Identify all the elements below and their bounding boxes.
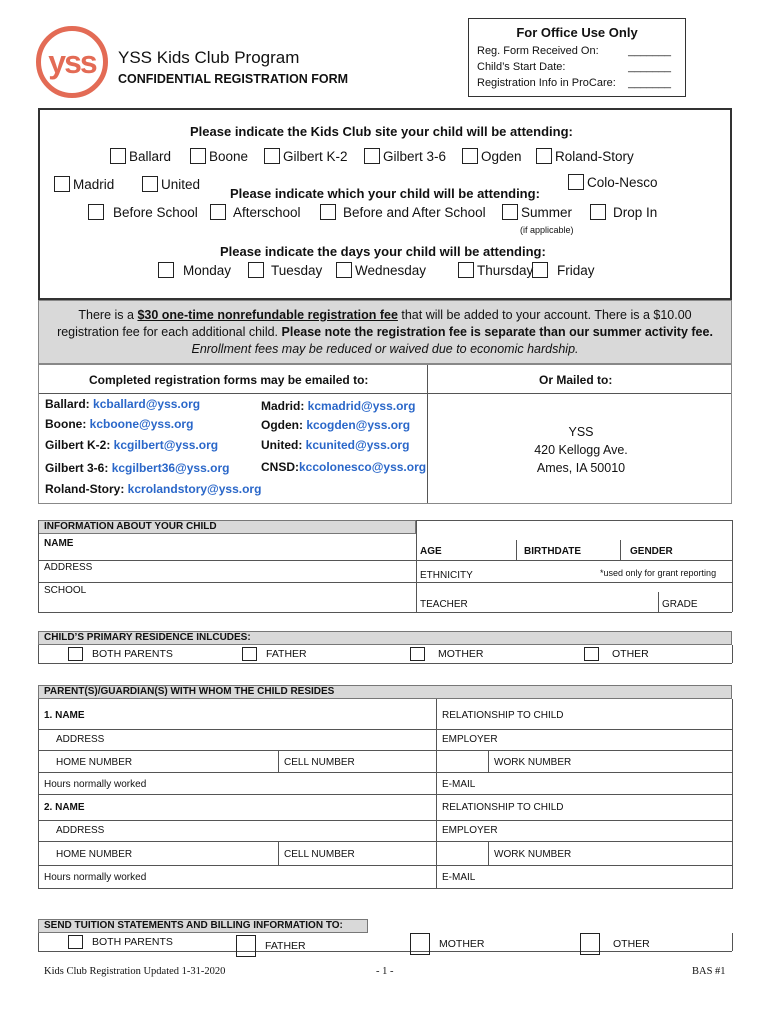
site-option-gilbert-36[interactable]: [364, 148, 446, 164]
option-label: Friday: [557, 262, 595, 278]
email-line: Roland-Story: kcrolandstory@yss.org: [45, 482, 262, 496]
parent1-employer-label: EMPLOYER: [442, 734, 498, 745]
site-option-ballard[interactable]: [110, 148, 171, 164]
page-number: - 1 -: [376, 966, 394, 977]
residence-option-mother[interactable]: [410, 647, 484, 661]
email-link[interactable]: kcunited@yss.org: [305, 438, 410, 452]
days-heading: Please indicate the days your child will be attending:: [220, 244, 546, 259]
parent2-cell-label: CELL NUMBER: [284, 849, 355, 860]
site-option-roland-story[interactable]: [536, 148, 634, 164]
child-teacher-label: TEACHER: [420, 599, 468, 610]
checkbox[interactable]: [532, 262, 548, 278]
fee-notice: [38, 300, 732, 364]
checkbox[interactable]: [536, 148, 552, 164]
summer-note: (if applicable): [520, 225, 574, 235]
option-label: OTHER: [613, 938, 650, 950]
site-option-gilbert-k2[interactable]: [264, 148, 348, 164]
email-line: Ogden: kcogden@yss.org: [261, 418, 411, 432]
footer-code: BAS #1: [692, 966, 726, 977]
email-line: United: kcunited@yss.org: [261, 438, 410, 452]
checkbox[interactable]: [410, 933, 430, 955]
option-label: MOTHER: [439, 938, 485, 950]
checkbox[interactable]: [190, 148, 206, 164]
billing-option-other[interactable]: [580, 933, 650, 955]
parent2-address-label: ADDRESS: [56, 825, 105, 836]
fee-text: registration fee for each additional child.: [57, 325, 282, 339]
checkbox[interactable]: [158, 262, 174, 278]
checkbox[interactable]: [236, 935, 256, 957]
parent1-relationship-label: RELATIONSHIP TO CHILD: [442, 710, 564, 721]
program-name: YSS Kids Club Program: [118, 48, 300, 67]
parents-heading: PARENT(S)/GUARDIAN(S) WITH WHOM THE CHILD RESIDES: [44, 686, 335, 697]
program-heading: Please indicate which your child will be attending:: [230, 186, 540, 201]
residence-heading: CHILD’S PRIMARY RESIDENCE INLCUDES:: [44, 632, 251, 643]
site-option-ogden[interactable]: [462, 148, 522, 164]
grant-note: *used only for grant reporting: [600, 568, 717, 578]
option-label: FATHER: [265, 940, 306, 952]
child-name-label: NAME: [44, 538, 74, 549]
program-option-afterschool[interactable]: [210, 204, 301, 220]
fee-hardship: Enrollment fees may be reduced or waived due to economic hardship.: [191, 342, 579, 356]
option-label: Thursday: [477, 262, 534, 278]
option-label: Monday: [183, 262, 232, 278]
office-title: For Office Use Only: [516, 25, 638, 40]
email-line: CNSD:kccolonesco@yss.org: [261, 460, 427, 474]
child-ethnicity-label: ETHNICITY: [420, 570, 473, 581]
checkbox[interactable]: [68, 647, 83, 661]
parent1-address-label: ADDRESS: [56, 734, 105, 745]
email-link[interactable]: kcballard@yss.org: [93, 397, 201, 411]
option-label: OTHER: [612, 648, 649, 660]
residence-option-father[interactable]: [242, 647, 307, 661]
email-heading: Completed registration forms may be emailed to:: [89, 373, 369, 387]
residence-option-both[interactable]: [68, 647, 173, 661]
email-link[interactable]: kccolonesco@yss.org: [299, 460, 427, 474]
option-label: Drop In: [613, 204, 658, 220]
checkbox[interactable]: [110, 148, 126, 164]
checkbox[interactable]: [264, 148, 280, 164]
footer-updated: Kids Club Registration Updated 1-31-2020: [44, 966, 226, 977]
email-link[interactable]: kcmadrid@yss.org: [307, 399, 416, 413]
program-option-summer[interactable]: [502, 204, 572, 220]
email-link[interactable]: kcgilbert@yss.org: [113, 438, 219, 452]
child-age-label: AGE: [420, 546, 442, 557]
checkbox[interactable]: [584, 647, 599, 661]
option-label: United: [161, 176, 201, 192]
option-label: Ogden: [481, 148, 522, 164]
checkbox[interactable]: [210, 204, 226, 220]
office-row: Child’s Start Date:: [477, 61, 566, 73]
checkbox[interactable]: [458, 262, 474, 278]
program-option-before-after[interactable]: [320, 204, 486, 220]
checkbox[interactable]: [242, 647, 257, 661]
day-option-monday[interactable]: [158, 262, 231, 278]
option-label: Boone: [209, 148, 249, 164]
parent1-hours-label: Hours normally worked: [44, 779, 147, 790]
site-option-madrid[interactable]: [54, 176, 114, 192]
submission-box: [38, 364, 732, 504]
option-label: FATHER: [266, 648, 307, 660]
email-line: Gilbert K-2: kcgilbert@yss.org: [45, 438, 219, 452]
site-heading: Please indicate the Kids Club site your child will be attending:: [190, 124, 573, 139]
child-grade-label: GRADE: [662, 599, 698, 610]
checkbox[interactable]: [68, 935, 83, 949]
parent2-work-label: WORK NUMBER: [494, 849, 572, 860]
residence-option-other[interactable]: [584, 647, 649, 661]
checkbox[interactable]: [248, 262, 264, 278]
post-heading: Or Mailed to:: [539, 373, 613, 387]
parent1-cell-label: CELL NUMBER: [284, 757, 355, 768]
email-link[interactable]: kcboone@yss.org: [89, 417, 194, 431]
child-birthdate-label: BIRTHDATE: [524, 546, 582, 557]
day-option-tuesday[interactable]: [248, 262, 322, 278]
child-school-label: SCHOOL: [44, 585, 87, 596]
checkbox[interactable]: [410, 647, 425, 661]
site-option-boone[interactable]: [190, 148, 248, 164]
email-link[interactable]: kcogden@yss.org: [306, 418, 411, 432]
parent2-relationship-label: RELATIONSHIP TO CHILD: [442, 802, 564, 813]
day-option-friday[interactable]: [532, 262, 595, 278]
office-use-box: [468, 18, 686, 97]
option-label: Colo-Nesco: [587, 174, 658, 190]
office-row: Reg. Form Received On:: [477, 45, 599, 57]
option-label: Tuesday: [271, 262, 323, 278]
yss-logo: [36, 26, 108, 98]
day-option-thursday[interactable]: [458, 262, 533, 278]
option-label: Summer: [521, 204, 573, 220]
fee-emphasis: Please note the registration fee is separate than our summer activity fee.: [281, 325, 713, 339]
email-line: Boone: kcboone@yss.org: [45, 417, 194, 431]
checkbox[interactable]: [462, 148, 478, 164]
parent1-home-label: HOME NUMBER: [56, 757, 133, 768]
billing-option-father[interactable]: [236, 935, 306, 957]
option-label: Ballard: [129, 148, 172, 164]
fee-text: There is a: [78, 308, 138, 322]
parent1-email-label: E-MAIL: [442, 779, 476, 790]
parent2-hours-label: Hours normally worked: [44, 872, 147, 883]
option-label: Wednesday: [355, 262, 427, 278]
email-line: Madrid: kcmadrid@yss.org: [261, 399, 416, 413]
checkbox[interactable]: [502, 204, 518, 220]
parent2-email-label: E-MAIL: [442, 872, 476, 883]
option-label: Before School: [113, 204, 198, 220]
checkbox[interactable]: [580, 933, 600, 955]
option-label: Afterschool: [233, 204, 301, 220]
email-line: Ballard: kcballard@yss.org: [45, 397, 201, 411]
site-option-united[interactable]: [142, 176, 200, 192]
office-blank[interactable]: _______: [628, 61, 671, 73]
program-option-before-school[interactable]: [88, 204, 198, 220]
option-label: Gilbert K-2: [283, 148, 348, 164]
program-option-drop-in[interactable]: [590, 204, 657, 220]
billing-option-mother[interactable]: [410, 933, 485, 955]
email-link[interactable]: kcgilbert36@yss.org: [111, 461, 230, 475]
option-label: BOTH PARENTS: [92, 936, 173, 948]
billing-option-both[interactable]: [68, 935, 173, 949]
checkbox[interactable]: [142, 176, 158, 192]
parent2-home-label: HOME NUMBER: [56, 849, 133, 860]
parent2-name-label: 2. NAME: [44, 802, 85, 813]
mailing-address: YSS 420 Kellogg Ave. Ames, IA 50010: [534, 425, 628, 475]
office-blank[interactable]: _______: [628, 45, 671, 57]
fee-text: that will be added to your account. There is a $10.00: [397, 308, 692, 322]
option-label: Before and After School: [343, 204, 486, 220]
checkbox[interactable]: [88, 204, 104, 220]
billing-heading: SEND TUITION STATEMENTS AND BILLING INFORMATION TO:: [44, 920, 343, 931]
checkbox[interactable]: [54, 176, 70, 192]
email-link[interactable]: kcrolandstory@yss.org: [127, 482, 262, 496]
form-title: CONFIDENTIAL REGISTRATION FORM: [118, 72, 349, 86]
child-heading: INFORMATION ABOUT YOUR CHILD: [44, 521, 217, 532]
office-row: Registration Info in ProCare:: [477, 77, 616, 89]
option-label: BOTH PARENTS: [92, 648, 173, 660]
option-label: Gilbert 3-6: [383, 148, 447, 164]
checkbox[interactable]: [320, 204, 336, 220]
day-option-wednesday[interactable]: [336, 262, 426, 278]
option-label: Roland-Story: [555, 148, 634, 164]
checkbox[interactable]: [336, 262, 352, 278]
parent1-work-label: WORK NUMBER: [494, 757, 572, 768]
parent1-name-label: 1. NAME: [44, 710, 85, 721]
office-blank[interactable]: _______: [628, 77, 671, 89]
checkbox[interactable]: [590, 204, 606, 220]
logo-text: yss: [48, 43, 96, 80]
fee-highlight: $30 one-time nonrefundable registration fee: [137, 308, 398, 322]
site-option-colo-nesco[interactable]: [568, 174, 658, 190]
parent2-employer-label: EMPLOYER: [442, 825, 498, 836]
email-line: Gilbert 3-6: kcgilbert36@yss.org: [45, 461, 230, 475]
child-address-label: ADDRESS: [44, 562, 93, 573]
checkbox[interactable]: [364, 148, 380, 164]
option-label: Madrid: [73, 176, 115, 192]
child-gender-label: GENDER: [630, 546, 673, 557]
site-selection-box: [38, 108, 732, 300]
checkbox[interactable]: [568, 174, 584, 190]
option-label: MOTHER: [438, 648, 484, 660]
